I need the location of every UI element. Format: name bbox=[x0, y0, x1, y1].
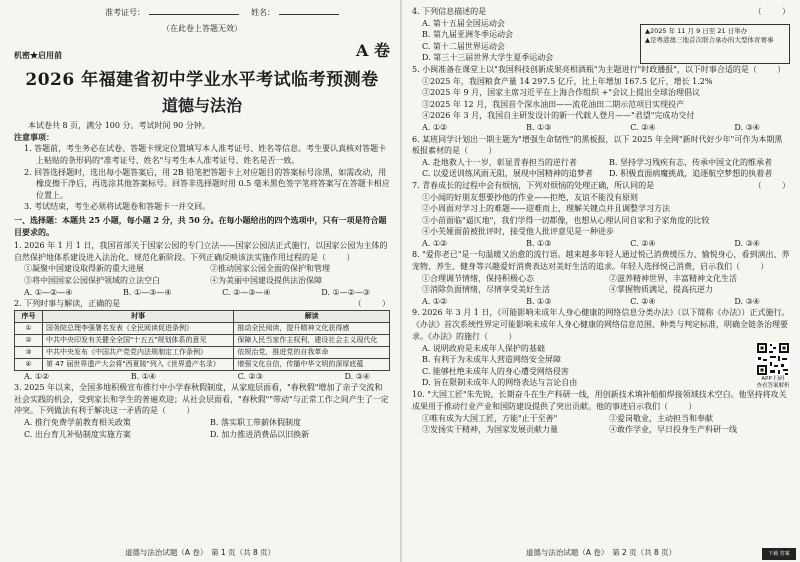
q7-option-b[interactable]: B. ①③ bbox=[526, 238, 552, 248]
q7-item-3: ③小苗面临"逼仄地"，我们学得一切都像，也想从心理认同自家和子家角度的比较 bbox=[422, 215, 710, 225]
q1-options bbox=[14, 287, 390, 299]
q1-option-a[interactable]: A. ①—②—④ bbox=[24, 287, 73, 297]
q1-items bbox=[14, 263, 390, 286]
q1-item-3: ③将中国国家公园保护领域的立法空白 bbox=[24, 275, 160, 285]
q5-option-a[interactable]: A. ①② bbox=[422, 122, 448, 132]
q5-item-1: ①2025 年，我国粮食产量 14 297.5 亿斤，比上年增加 167.5 亿斤，增长 1.2% bbox=[422, 76, 713, 86]
q8-option-b[interactable]: B. ①③ bbox=[526, 296, 552, 306]
q8-items bbox=[412, 273, 790, 296]
q2-options bbox=[14, 371, 390, 383]
q5-option-c[interactable]: C. ②④ bbox=[630, 122, 656, 132]
no-answer-note: （在此卷上答题无效） bbox=[162, 23, 242, 33]
q6-option-c[interactable]: C. 以爱送训练风雨无阻，展现中国精神的追梦者 bbox=[422, 169, 593, 179]
q5-stem: 5. 小闽准备在课堂上以"我国科技创新成果亮相酒瓶"为主题进行"时政播报"，以下时事合适的是（ ） bbox=[412, 64, 786, 74]
q5-item-2: ②2025 年 9 月，国家主席习近平在上海合作组织 +"会议上提出全球治理倡议 bbox=[422, 88, 701, 98]
q2-th-no: 序号 bbox=[15, 310, 43, 322]
q6-options bbox=[412, 157, 790, 180]
q4-box-line-1: ▲2025 年 11 月 9 日至 21 日举办 bbox=[645, 26, 748, 35]
page-2-footer: 道德与法治试题（A 卷） 第 2 页（共 8 页） bbox=[525, 548, 677, 557]
note-1: 1. 答题前，考生务必在试卷、答题卡规定位置填写本人准考证号、姓名等信息。考生要认真核对答题卡上粘贴的条形码的"准考证号、姓名"与考生本人准考证号、姓名是否一致。 bbox=[24, 144, 387, 165]
q5-option-b[interactable]: B. ①③ bbox=[526, 122, 552, 132]
q4-option-a[interactable]: A. 第十五届全国运动会 bbox=[422, 18, 505, 28]
q8-stem: 8. "爱你老已"是一句温暖又治愈的流行语。越来越多年轻人通过悦己消费缓压力、愉悦身心，看到演出、养宠物、养生、健身等兴趣爱好消费表达对美好生活的追求。年轻人选择悦己消费，启示我们（ ） bbox=[412, 250, 790, 272]
q8-item-1: ①合理调节情绪，保持积极心态 bbox=[422, 273, 534, 283]
q7-option-d[interactable]: D. ③④ bbox=[734, 238, 760, 248]
q7-options bbox=[412, 238, 790, 250]
q2-th-event: 时事 bbox=[43, 310, 234, 322]
q8-option-d[interactable]: D. ③④ bbox=[734, 296, 760, 306]
qr-block[interactable] bbox=[756, 342, 790, 389]
candidate-info bbox=[54, 6, 390, 19]
q3-option-c[interactable]: C. 出台育儿补贴制度实施方案 bbox=[24, 429, 131, 439]
q6-option-a[interactable]: A. 赴地救人十一岁，彰显青春担当的逆行者 bbox=[422, 157, 577, 167]
qr-label: APP 扫码 查看答案解析 bbox=[756, 376, 790, 389]
q7-option-c[interactable]: C. ②④ bbox=[630, 238, 656, 248]
q9-option-c[interactable]: C. 能够杜绝未成年人的身心遭受网络侵害 bbox=[422, 366, 569, 376]
q7-option-a[interactable]: A. ①② bbox=[422, 238, 448, 248]
part1-heading: 一、选择题：本题共 25 小题，每小题 2 分，共 50 分。在每小题给出的四个选项中，只有一项是符合题目要求的。 bbox=[14, 214, 387, 237]
note-2: 2. 回答选择题时，选出每小题答案后，用 2B 铅笔把答题卡上对应题目的答案标号涂黑，如需改动，用橡皮擦干净后，再选涂其他答案标号。回答非选择题时用 0.5 毫米黑色签字笔将答案写在答题卡相应位置上。 bbox=[24, 167, 390, 200]
download-badge[interactable]: 下载 答案 bbox=[762, 548, 796, 560]
note-3: 3. 考试结束，考生必须将试题卷和答题卡一并交回。 bbox=[24, 202, 211, 212]
q1-stem: 1. 2026 年 1 月 1 日，我国首部关于国家公园的专门立法——国家公园法正式施行，以国家公园为主体的自然保护地体系建设进入法治化、规范化新阶段。下列正确反映该法实施作用过程的是（ ） bbox=[14, 241, 388, 262]
q5-items bbox=[412, 76, 790, 122]
intro: 本试卷共 8 页，满分 100 分。考试时间 90 分钟。 bbox=[28, 121, 210, 131]
q3-stem: 3. 2025 年以来，全国多地积极宣布推行中小学春秋假制度，从家庭层面看，"春秋假"增加了亲子交流和社会实践的机会，受到家长和学生的普遍欢迎；从社会层面看，"春秋假""带动"与正常工作之间产生了一定冲突。下列做法有利于解决这一矛盾的是（ ） bbox=[14, 383, 389, 416]
q1-item-2: ②推动国家公园全面的保护和管理 bbox=[210, 264, 330, 274]
q7-item-1: ①小闻的好朋友想要抄他的作业——拒绝，友谊不能没有原则 bbox=[422, 192, 638, 202]
q9-option-b[interactable]: B. 有利于为未成年人营造网络安全屏障 bbox=[422, 355, 561, 365]
q1-option-d[interactable]: D. ①—②—③ bbox=[321, 287, 370, 297]
table-row: ③ 中共中央发布《中国共产党党内法规制定工作条例》 依规治党，推进党的自我革命 bbox=[15, 346, 390, 358]
q9-option-a[interactable]: A. 说明政府是未成年人保护的基础 bbox=[422, 343, 545, 353]
q7-item-4: ④小芙娅面前被批评时，接受他人批评意见是一种进步 bbox=[422, 227, 614, 237]
q2-th-reading: 解读 bbox=[234, 310, 390, 322]
q2-option-a[interactable]: A. ①② bbox=[24, 371, 50, 381]
secret-mark: 机密★启用前 bbox=[14, 49, 62, 60]
q5-options bbox=[412, 122, 790, 134]
q3-option-a[interactable]: A. 推行免费学前教育相关政策 bbox=[24, 418, 131, 428]
q1-item-4: ④为美丽中国建设提供法治保障 bbox=[210, 275, 322, 285]
page-2 bbox=[402, 0, 800, 562]
q7-items bbox=[412, 192, 790, 238]
q8-item-2: ②滋养精神世界，丰富精神文化生活 bbox=[609, 273, 737, 283]
q10-stem: 10. "大国工匠"朱先锐，长期奋斗在生产科研一线，用创新技术填补船舶焊接领域技术空白。他坚持将攻关成果用于推动行业产业和国防建设提供了突出贡献。他的事迹启示我们（ ） bbox=[412, 390, 787, 411]
q10-item-3: ③发扬实干精神，为国家发展贡献力量 bbox=[422, 425, 558, 435]
q4-options bbox=[412, 18, 553, 64]
q9-option-d[interactable]: D. 旨在限制未成年人的网络表达与言论自由 bbox=[422, 378, 578, 388]
q6-option-d[interactable]: D. 积极直面病魔挑战，追逐航空梦想的执着者 bbox=[609, 169, 773, 179]
q2-table bbox=[14, 310, 390, 371]
exam-title: 2026 年福建省初中学业水平考试临考预测卷 bbox=[25, 70, 379, 91]
q8-options bbox=[412, 296, 790, 308]
table-row: ④ 第 47 届世界遗产大会将"西夏陵"列入《世界遗产名录》 增强文化自信，传播中华文明的深厚底蕴 bbox=[15, 358, 390, 370]
qr-code-icon[interactable] bbox=[756, 342, 790, 376]
q2-stem: 2. 下列时事与解读，正确的是 （ ） bbox=[14, 299, 390, 309]
q1-item-1: ①凝聚中国建设取得新的重大进展 bbox=[24, 264, 144, 274]
q1-option-c[interactable]: C. ②—③—④ bbox=[222, 287, 271, 297]
q8-option-c[interactable]: C. ②④ bbox=[630, 296, 656, 306]
page-1-footer: 道德与法治试题（A 卷） 第 1 页（共 8 页） bbox=[124, 548, 276, 557]
q7-stem: 7. 青春成长的过程中会有烦恼，下列对烦恼的处理正确，所认同的是 （ ） bbox=[412, 180, 790, 190]
q10-item-1: ①唯有成为大国工匠，方能"止于至善" bbox=[422, 413, 558, 423]
q4-stem: 4. 下列信息描述的是 （ ） bbox=[412, 7, 790, 16]
q1-option-b[interactable]: B. ①—③—④ bbox=[123, 287, 172, 297]
q2-option-d[interactable]: D. ③④ bbox=[344, 371, 370, 381]
q3-options bbox=[14, 417, 390, 440]
q3-option-d[interactable]: D. 加力推进消费品以旧换新 bbox=[210, 429, 310, 439]
q6-stem: 6. 某班同学计划出一期主题为"增强生命韧性"的黑板报，以下 2025 年全网"新时代好少年"可作为本期黑板报素材的是（ ） bbox=[412, 134, 783, 156]
q8-item-3: ③消除负面情绪，尽情享受美好生活 bbox=[422, 285, 550, 295]
q5-option-d[interactable]: D. ③④ bbox=[734, 122, 760, 132]
ticket-field[interactable] bbox=[149, 6, 239, 15]
subject-title: 道德与法治 bbox=[161, 96, 242, 116]
q4-info-box bbox=[640, 24, 790, 64]
q2-option-c[interactable]: C. ②③ bbox=[237, 371, 263, 381]
q10-item-2: ②爱岗敬业，主动担当和奉献 bbox=[609, 413, 713, 423]
q9-stem: 9. 2026 年 3 月 1 日，《可能影响未成年人身心健康的网络信息分类办法》（以下简称《办法》）正式施行。《办法》首次系统性界定可能影响未成年人身心健康的网络信息范围、种类与判定标准，明确全链条治理要求。《办法》的施行（ ） bbox=[412, 308, 790, 341]
juan-label: A 卷 bbox=[356, 41, 390, 61]
q6-option-b[interactable]: B. 坚持学习残疾有志，传承中国文化的维承者 bbox=[609, 157, 772, 167]
q4-option-b[interactable]: B. 第九届亚洲冬季运动会 bbox=[422, 30, 513, 40]
q3-option-b[interactable]: B. 落实职工带薪休假制度 bbox=[210, 418, 301, 428]
q10-item-4: ④敢作学业，早日投身生产科研一线 bbox=[609, 425, 737, 435]
q7-item-2: ②小周面对学习上的难题——迎难而上，理解关键点并且调整学习方法 bbox=[422, 204, 670, 214]
q10-items bbox=[412, 413, 790, 436]
q8-item-4: ④掌握物质满足，提高抗逆力 bbox=[609, 285, 713, 295]
q4-option-c[interactable]: C. 第十二届世界运动会 bbox=[422, 41, 505, 51]
name-field[interactable] bbox=[279, 6, 339, 15]
q5-item-3: ③2025 年 12 月，我国首个深水油田——流花油田二期示范项目实现投产 bbox=[422, 99, 685, 109]
q5-item-4: ④2026 年 3 月，我国自主研发设计的新一代载人登月——"君望"完成功交付 bbox=[422, 111, 695, 121]
q4-option-d[interactable]: D. 第三十三届世界大学生夏季运动会 bbox=[422, 53, 554, 63]
q4-box-line-2: ▲是粤港澳三地首次联合承办的大型体育赛事 bbox=[645, 36, 774, 45]
q9-options bbox=[412, 343, 577, 389]
name-label: 姓名： bbox=[251, 8, 275, 17]
q8-option-a[interactable]: A. ①② bbox=[422, 296, 448, 306]
ticket-label: 准考证号： bbox=[105, 8, 145, 17]
q2-option-b[interactable]: B. ①④ bbox=[130, 371, 157, 381]
notes-title: 注意事项： bbox=[14, 131, 54, 142]
table-row: ① 国务院总理李强署名发表《全民阅读促进条例》 推动全民阅读，提升精神文化获得感 bbox=[15, 322, 390, 334]
table-row: ② 中共中央印发有关健全全国"十五五"规划体系的意见 保障人民当家作主权利，建设社会主义现代化 bbox=[15, 334, 390, 346]
